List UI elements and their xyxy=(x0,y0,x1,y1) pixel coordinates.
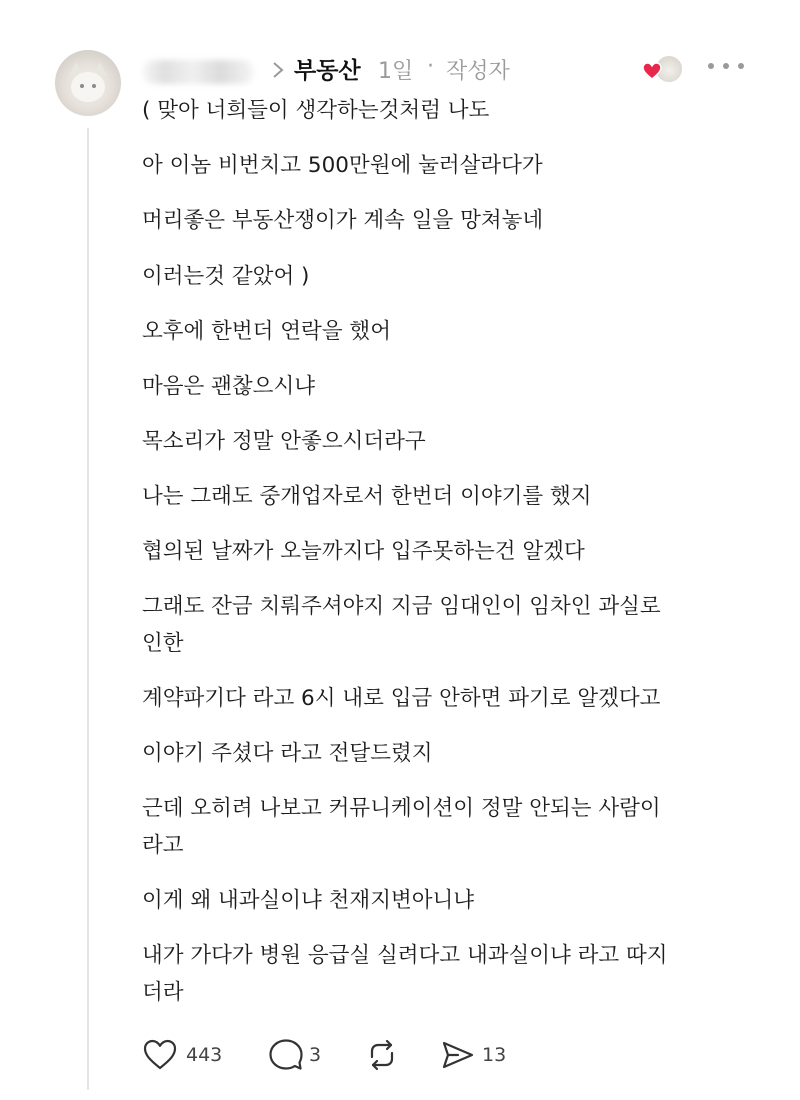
post-line: 그래도 잔금 치뤄주셔야지 지금 임대인이 임차인 과실로 xyxy=(142,594,661,619)
cat-eye xyxy=(80,84,84,88)
post-line: 계약파기다 라고 6시 내로 입금 안하면 파기로 알겠다고 xyxy=(142,686,661,711)
comment-count: 3 xyxy=(309,1044,322,1066)
post-time: 1일 xyxy=(378,59,414,84)
post-line: 머리좋은 부동산쟁이가 계속 일을 망쳐놓네 xyxy=(142,208,544,233)
post-line: 목소리가 정말 안좋으시더라구 xyxy=(142,429,426,454)
post-line: 근데 오히려 나보고 커뮤니케이션이 정말 안되는 사람이 xyxy=(142,796,661,821)
post-line: 라고 xyxy=(142,833,184,858)
heart-icon xyxy=(642,62,662,80)
thread-line xyxy=(87,128,89,1090)
meta-separator: · xyxy=(427,54,434,79)
share-count: 13 xyxy=(482,1044,507,1066)
post-line: 나는 그래도 중개업자로서 한번더 이야기를 했지 xyxy=(142,484,592,509)
repost-icon[interactable] xyxy=(364,1037,400,1073)
cat-face xyxy=(71,72,105,102)
post-line: 더라 xyxy=(142,980,184,1005)
comment-bubble-icon[interactable] xyxy=(268,1037,304,1073)
post-line: 마음은 괜찮으시냐 xyxy=(142,374,315,399)
post-line: 이러는것 같았어 ) xyxy=(142,264,310,289)
send-icon[interactable] xyxy=(440,1037,476,1073)
like-count: 443 xyxy=(186,1044,223,1066)
user-avatar[interactable] xyxy=(55,50,121,116)
post-line: 이야기 주셨다 라고 전달드렸지 xyxy=(142,741,433,766)
post-line: 아 이놈 비번치고 500만원에 눌러살라다가 xyxy=(142,153,543,178)
post-line: ( 맞아 너희들이 생각하는것처럼 나도 xyxy=(142,98,490,123)
more-dots-icon[interactable] xyxy=(708,56,744,76)
heart-icon[interactable] xyxy=(142,1037,178,1073)
action-bar xyxy=(142,1037,562,1077)
post-line: 내가 가다가 병원 응급실 실려다고 내과실이냐 라고 따지 xyxy=(142,943,668,968)
cat-eye xyxy=(92,84,96,88)
community-name[interactable]: 부동산 xyxy=(294,58,361,84)
post-line: 인한 xyxy=(142,631,184,656)
chevron-right-icon xyxy=(268,60,288,80)
author-liked-indicator xyxy=(642,54,682,84)
username-blurred[interactable] xyxy=(142,60,254,84)
post-line: 협의된 날짜가 오늘까지다 입주못하는건 알겠다 xyxy=(142,539,585,564)
author-badge: 작성자 xyxy=(446,59,510,84)
post-line: 오후에 한번더 연락을 했어 xyxy=(142,319,391,344)
post-line: 이게 왜 내과실이냐 천재지변아니냐 xyxy=(142,888,475,913)
